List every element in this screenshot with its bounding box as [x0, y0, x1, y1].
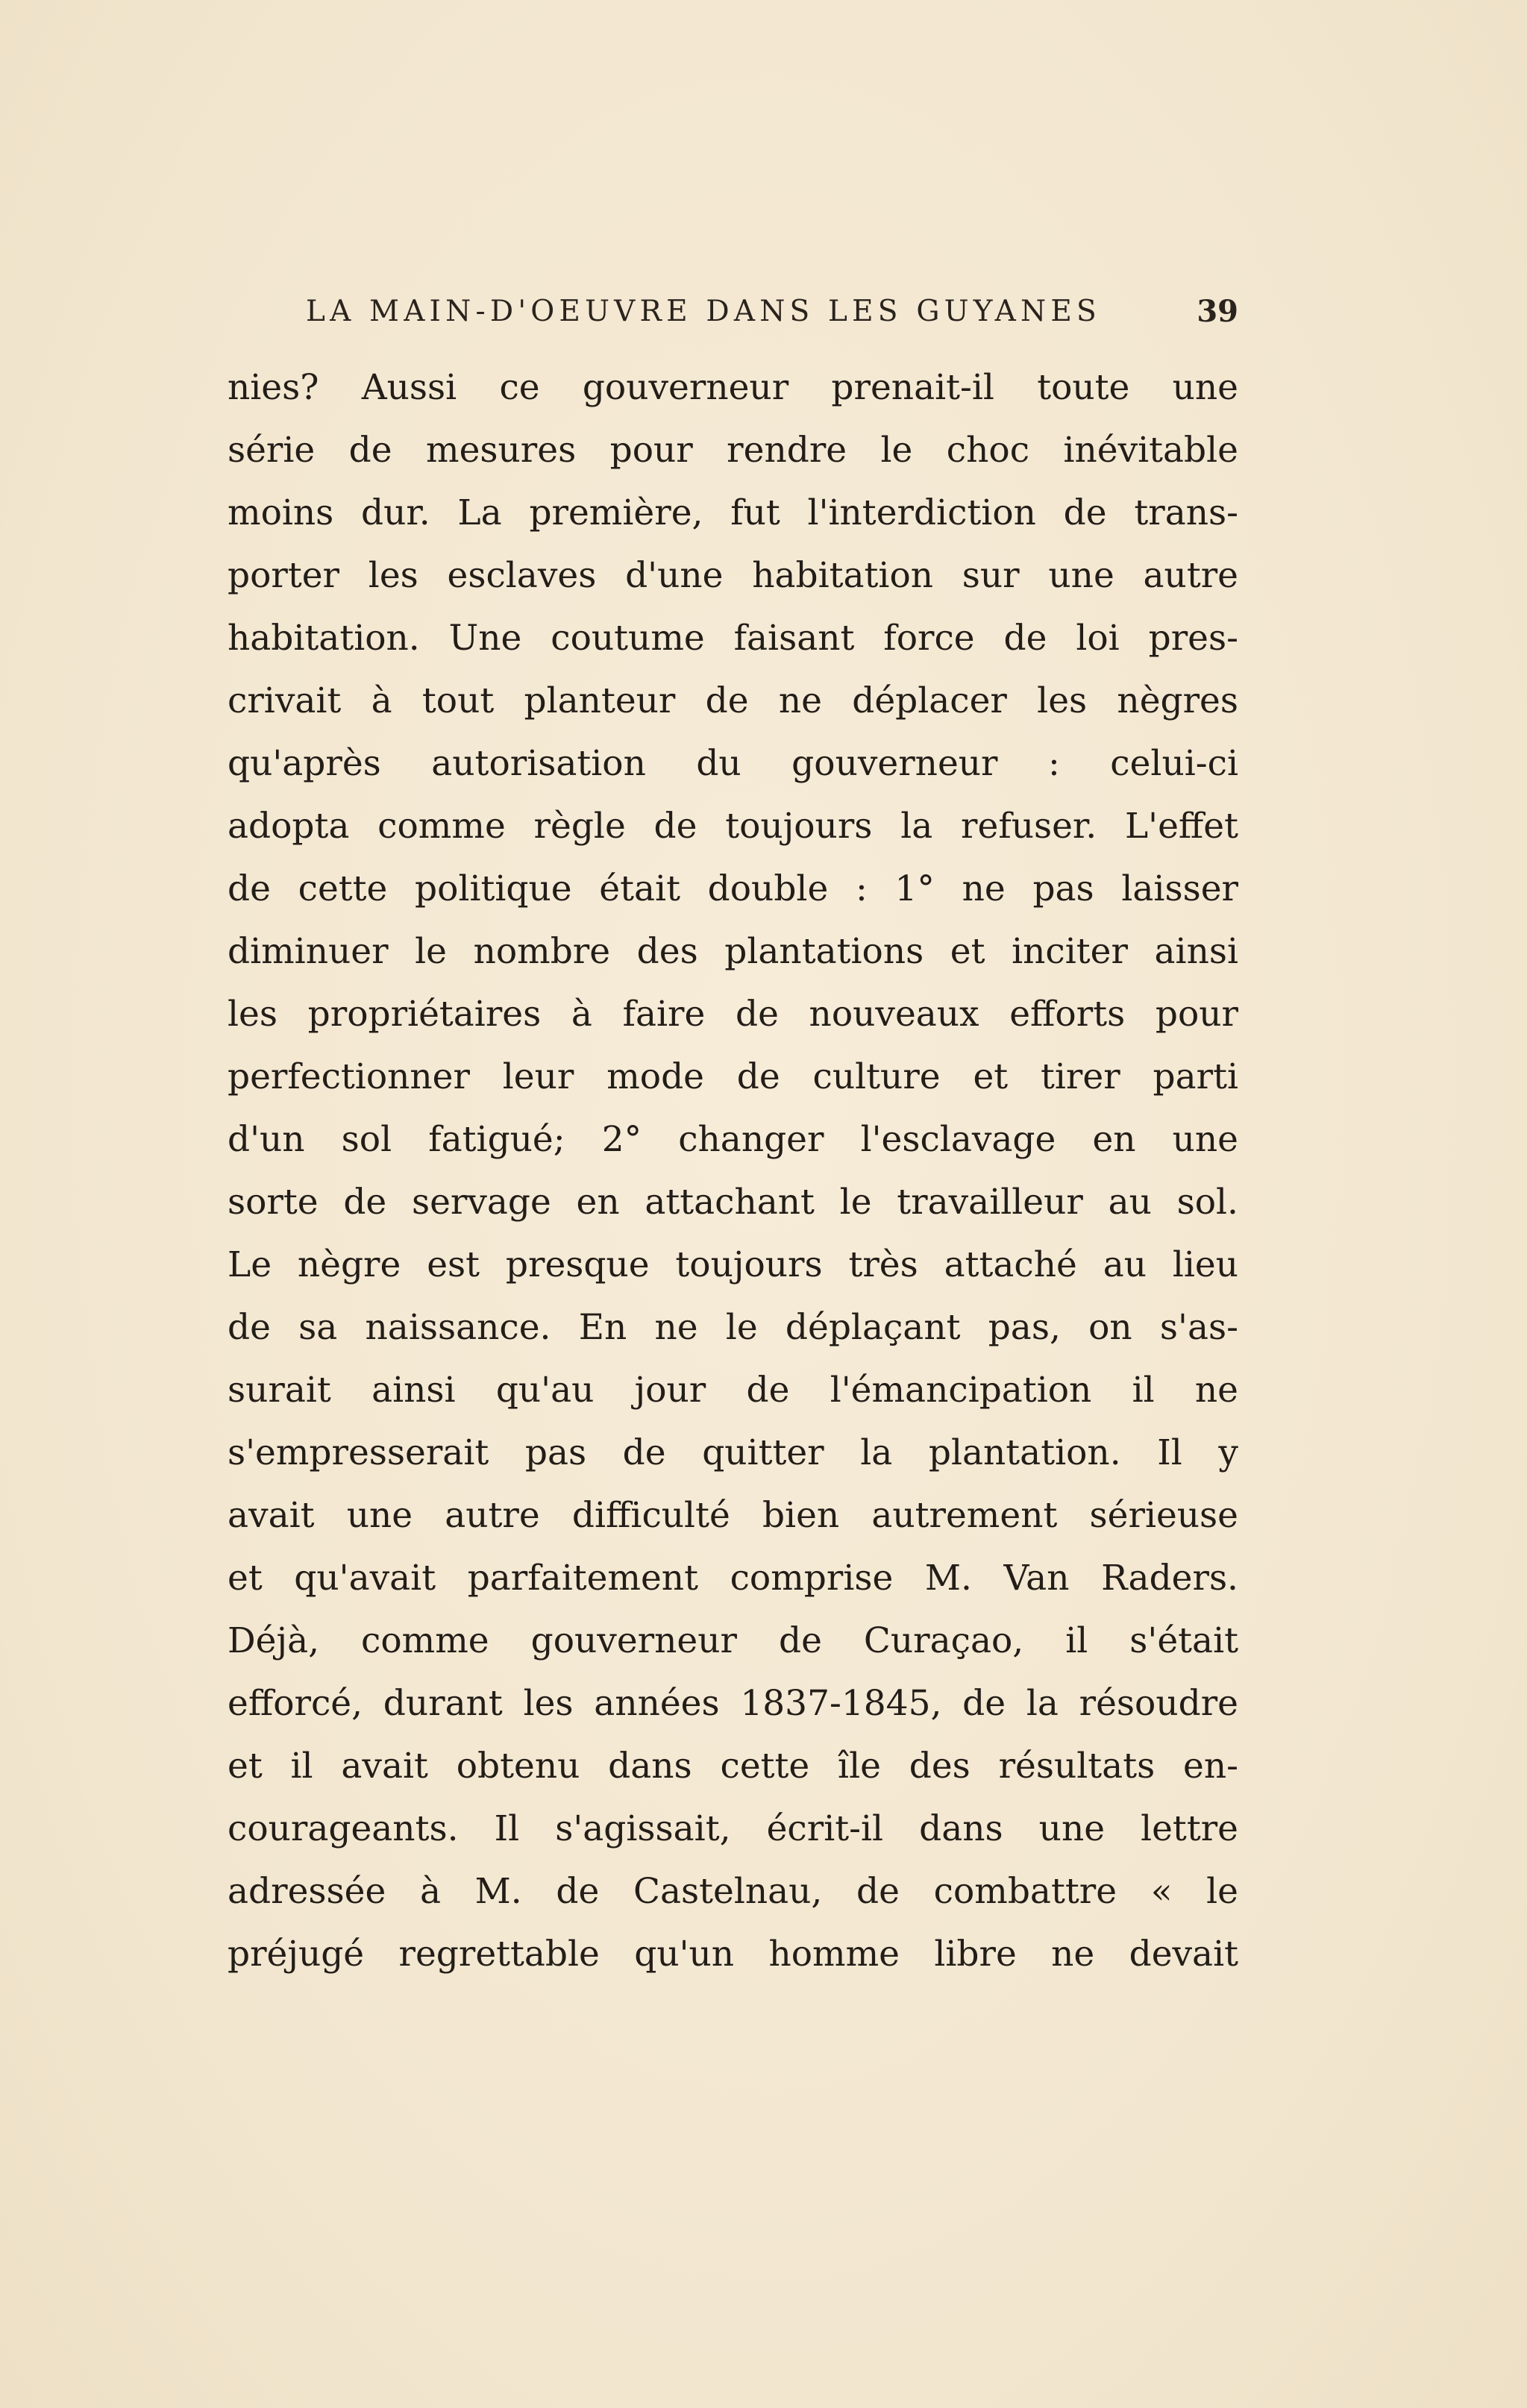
- text-line: perfectionner leur mode de culture et tirer parti: [228, 1056, 1238, 1097]
- text-line: et qu'avait parfaitement comprise M. Van Raders.: [228, 1558, 1238, 1599]
- body-text: [228, 357, 1238, 1986]
- text-line: Le nègre est presque toujours très attaché au lieu: [228, 1244, 1238, 1285]
- text-line: préjugé regrettable qu'un homme libre ne devait: [228, 1934, 1238, 1975]
- text-line: avait une autre difficulté bien autrement sérieuse: [228, 1495, 1238, 1536]
- page-number: 39: [1197, 294, 1238, 329]
- text-line: sorte de servage en attachant le travailleur au sol.: [228, 1182, 1238, 1223]
- text-line: Déjà, comme gouverneur de Curaçao, il s'était: [228, 1620, 1238, 1661]
- text-line: adressée à M. de Castelnau, de combattre « le: [228, 1871, 1238, 1912]
- running-head: [306, 289, 1238, 334]
- text-line: crivait à tout planteur de ne déplacer les nègres: [228, 680, 1238, 721]
- text-line: qu'après autorisation du gouverneur : celui-ci: [228, 743, 1238, 784]
- text-line: de sa naissance. En ne le déplaçant pas, on s'as-: [228, 1307, 1238, 1348]
- text-line: nies? Aussi ce gouverneur prenait-il toute une: [228, 367, 1238, 408]
- text-line: de cette politique était double : 1° ne pas laisser: [228, 868, 1238, 909]
- text-line: adopta comme règle de toujours la refuser. L'effet: [228, 806, 1238, 847]
- text-line: porter les esclaves d'une habitation sur une autre: [228, 555, 1238, 596]
- text-line: d'un sol fatigué; 2° changer l'esclavage en une: [228, 1119, 1238, 1160]
- text-line: habitation. Une coutume faisant force de loi pres-: [228, 618, 1238, 659]
- text-line: efforcé, durant les années 1837-1845, de la résoudre: [228, 1683, 1238, 1724]
- text-line: les propriétaires à faire de nouveaux efforts pour: [228, 994, 1238, 1035]
- text-line: surait ainsi qu'au jour de l'émancipation il ne: [228, 1370, 1238, 1411]
- text-line: s'empresserait pas de quitter la plantation. Il y: [228, 1432, 1238, 1473]
- text-line: diminuer le nombre des plantations et inciter ainsi: [228, 931, 1238, 972]
- text-line: série de mesures pour rendre le choc inévitable: [228, 430, 1238, 471]
- text-line: et il avait obtenu dans cette île des résultats en-: [228, 1746, 1238, 1787]
- text-line: courageants. Il s'agissait, écrit-il dans une lettre: [228, 1808, 1238, 1849]
- running-title: LA MAIN-D'OEUVRE DANS LES GUYANES: [306, 295, 1101, 328]
- text-line: moins dur. La première, fut l'interdiction de trans-: [228, 492, 1238, 533]
